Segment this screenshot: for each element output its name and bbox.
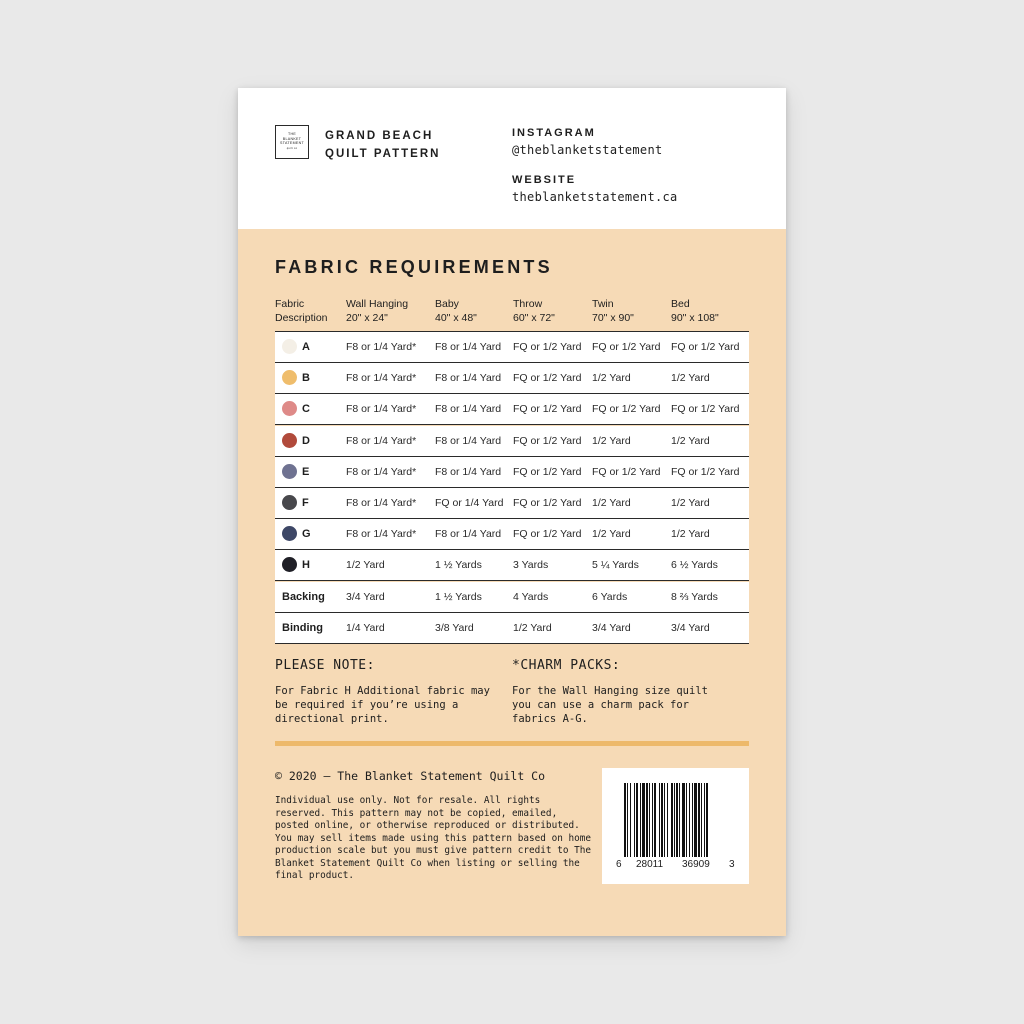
- table-cell: FQ or 1/2 Yard: [513, 372, 582, 385]
- pattern-title-line2: QUILT PATTERN: [325, 148, 441, 160]
- table-cell: 8 ⅔ Yards: [671, 590, 718, 603]
- website-label: WEBSITE: [512, 174, 577, 186]
- table-cell: 1/2 Yard: [671, 528, 710, 541]
- table-cell: F8 or 1/4 Yard*: [346, 465, 417, 478]
- charm-packs-body: For the Wall Hanging size quilt you can use a charm pack for fabrics A-G.: [512, 685, 708, 725]
- table-cell: 1/2 Yard: [592, 372, 631, 385]
- please-note-title: PLEASE NOTE:: [275, 658, 375, 673]
- table-cell: 1/2 Yard: [671, 496, 710, 509]
- instagram-label: INSTAGRAM: [512, 127, 596, 139]
- row-label: C: [302, 403, 310, 416]
- column-header-size: 40" x 48": [435, 312, 477, 324]
- table-cell: F8 or 1/4 Yard*: [346, 403, 417, 416]
- table-cell: F8 or 1/4 Yard: [435, 528, 502, 541]
- row-label: B: [302, 372, 310, 385]
- barcode-bar: [664, 783, 665, 857]
- barcode-bar: [679, 783, 680, 857]
- barcode-digit: 28011: [636, 859, 664, 870]
- table-cell: FQ or 1/2 Yard: [513, 528, 582, 541]
- barcode-digit: 6: [616, 859, 622, 870]
- table-cell: FQ or 1/2 Yard: [592, 465, 661, 478]
- table-cell: F8 or 1/4 Yard*: [346, 434, 417, 447]
- column-header-name: Throw: [513, 298, 543, 310]
- table-cell: FQ or 1/2 Yard: [513, 403, 582, 416]
- column-header: [435, 297, 477, 325]
- barcode-bar: [661, 783, 663, 857]
- table-cell: F8 or 1/4 Yard*: [346, 528, 417, 541]
- fabric-swatch: [282, 339, 297, 354]
- table-cell: FQ or 1/2 Yard: [671, 465, 740, 478]
- row-label: G: [302, 528, 311, 541]
- pattern-title-line1: GRAND BEACH: [325, 130, 434, 142]
- barcode-digit: 36909: [682, 859, 710, 870]
- pattern-title: [325, 127, 440, 163]
- barcode-bar: [671, 783, 673, 857]
- barcode-bar: [640, 783, 641, 857]
- barcode-bar: [694, 783, 697, 857]
- table-cell: 3 Yards: [513, 559, 549, 572]
- copyright: © 2020 – The Blanket Statement Quilt Co: [275, 769, 546, 783]
- fabric-swatch: [282, 526, 297, 541]
- barcode-bar: [634, 783, 635, 857]
- barcode-bar: [692, 783, 693, 857]
- table-cell: 5 ¼ Yards: [592, 559, 639, 572]
- column-header-name: Twin: [592, 298, 614, 310]
- please-note-body: For Fabric H Additional fabric may be required if you’re using a directional print.: [275, 685, 490, 725]
- fabric-swatch: [282, 433, 297, 448]
- barcode-bar: [652, 783, 653, 857]
- barcode-bar: [646, 783, 648, 857]
- table-row: [275, 519, 749, 550]
- logo-line: THE: [287, 132, 297, 137]
- table-row: [275, 457, 749, 488]
- logo-line: BLANKET: [282, 136, 302, 141]
- row-label: Binding: [282, 621, 323, 634]
- table-cell: FQ or 1/2 Yard: [592, 341, 661, 353]
- barcode-bars: [602, 768, 749, 884]
- barcode-bar: [636, 783, 638, 857]
- column-header-size: Description: [275, 312, 328, 324]
- table-cell: FQ or 1/2 Yard: [513, 496, 582, 509]
- barcode-bar: [667, 783, 668, 857]
- table-cell: FQ or 1/2 Yard: [513, 434, 582, 447]
- barcode-bar: [676, 783, 678, 857]
- table-cell: FQ or 1/2 Yard: [513, 341, 582, 353]
- table-cell: 6 Yards: [592, 590, 628, 603]
- logo-tagline: quilt co: [286, 147, 298, 151]
- barcode-digit: 3: [729, 859, 735, 870]
- header: [238, 88, 786, 229]
- website-link[interactable]: theblanketstatement.ca: [512, 190, 678, 204]
- table-row: [275, 550, 749, 581]
- barcode-bar: [698, 783, 700, 857]
- barcode-bar: [701, 783, 702, 857]
- fabric-swatch: [282, 464, 297, 479]
- barcode-bar: [642, 783, 645, 857]
- column-header-name: Wall Hanging: [346, 298, 409, 310]
- row-label: E: [302, 465, 310, 478]
- table-cell: F8 or 1/4 Yard: [435, 465, 502, 478]
- barcode-bar: [689, 783, 690, 857]
- table-cell: FQ or 1/2 Yard: [671, 403, 740, 416]
- pattern-card: [238, 88, 786, 936]
- table-row: [275, 582, 749, 613]
- fabric-swatch: [282, 557, 297, 572]
- instagram-handle[interactable]: @theblanketstatement: [512, 143, 663, 157]
- table-cell: 3/4 Yard: [671, 621, 710, 634]
- table-cell: F8 or 1/4 Yard: [435, 341, 502, 353]
- table-row: [275, 394, 749, 425]
- column-header-size: 90" x 108": [671, 312, 719, 324]
- table-cell: 1/2 Yard: [592, 496, 631, 509]
- legal-text: Individual use only. Not for resale. All rights reserved. This pattern may not be copied, emailed, posted online, or otherwise reproduced or distributed. You may sell items made using this pattern based on home production scale but you must give pattern credit to The Blanket Statement Quilt Co when listing or selling the final product.: [275, 795, 592, 881]
- table-cell: FQ or 1/2 Yard: [671, 341, 740, 353]
- charm-packs-title: *CHARM PACKS:: [512, 658, 621, 673]
- table-cell: F8 or 1/4 Yard: [435, 434, 502, 447]
- table-cell: 1/4 Yard: [346, 621, 385, 634]
- table-cell: FQ or 1/4 Yard: [435, 496, 504, 509]
- table-cell: F8 or 1/4 Yard: [435, 372, 502, 385]
- table-cell: 1 ½ Yards: [435, 559, 482, 572]
- table-row: [275, 426, 749, 457]
- table-cell: 1/2 Yard: [592, 434, 631, 447]
- table-cell: FQ or 1/2 Yard: [592, 403, 661, 416]
- barcode-bar: [627, 783, 628, 857]
- barcode-bar: [674, 783, 675, 857]
- barcode: [602, 768, 749, 884]
- table-cell: 1/2 Yard: [671, 434, 710, 447]
- column-header-name: Baby: [435, 298, 459, 310]
- row-label: Backing: [282, 590, 325, 603]
- table-cell: 1 ½ Yards: [435, 590, 482, 603]
- column-header: [671, 297, 719, 325]
- table-cell: 6 ½ Yards: [671, 559, 718, 572]
- column-header: [592, 297, 634, 325]
- barcode-bar: [649, 783, 650, 857]
- column-header-name: Bed: [671, 298, 690, 310]
- barcode-bar: [686, 783, 687, 857]
- table-cell: 3/4 Yard: [592, 621, 631, 634]
- row-label: F: [302, 496, 309, 509]
- table-cell: F8 or 1/4 Yard*: [346, 496, 417, 509]
- table-cell: 1/2 Yard: [592, 528, 631, 541]
- column-header-size: 70" x 90": [592, 312, 634, 324]
- column-header-size: 60" x 72": [513, 312, 555, 324]
- row-label: H: [302, 559, 310, 572]
- column-header-name: Fabric: [275, 298, 305, 310]
- table-cell: F8 or 1/4 Yard*: [346, 341, 417, 353]
- logo-line: STATEMENT: [280, 141, 304, 145]
- row-label: D: [302, 434, 310, 447]
- fabric-table: [275, 331, 749, 644]
- column-header: [513, 297, 555, 325]
- column-header: [346, 297, 408, 325]
- fabric-requirements-title: FABRIC REQUIREMENTS: [275, 257, 553, 277]
- divider: [275, 741, 749, 746]
- column-header: [275, 297, 328, 325]
- table-row: [275, 613, 749, 644]
- table-row: [275, 488, 749, 519]
- barcode-bar: [706, 783, 708, 857]
- barcode-bar: [704, 783, 705, 857]
- table-row: [275, 332, 749, 363]
- table-row: [275, 363, 749, 394]
- fabric-swatch: [282, 370, 297, 385]
- table-cell: 3/4 Yard: [346, 590, 385, 603]
- brand-logo: [275, 125, 309, 159]
- table-cell: 1/2 Yard: [671, 372, 710, 385]
- table-cell: F8 or 1/4 Yard*: [346, 372, 417, 385]
- fabric-swatch: [282, 495, 297, 510]
- column-header-size: 20" x 24": [346, 312, 388, 324]
- table-cell: 1/2 Yard: [513, 621, 552, 634]
- barcode-bar: [682, 783, 685, 857]
- table-cell: 4 Yards: [513, 590, 549, 603]
- barcode-bar: [624, 783, 626, 857]
- barcode-bar: [659, 783, 660, 857]
- barcode-bar: [630, 783, 631, 857]
- table-cell: 1/2 Yard: [346, 559, 385, 572]
- table-cell: F8 or 1/4 Yard: [435, 403, 502, 416]
- row-label: A: [302, 341, 310, 353]
- table-cell: FQ or 1/2 Yard: [513, 465, 582, 478]
- table-cell: 3/8 Yard: [435, 621, 474, 634]
- fabric-swatch: [282, 401, 297, 416]
- barcode-bar: [654, 783, 656, 857]
